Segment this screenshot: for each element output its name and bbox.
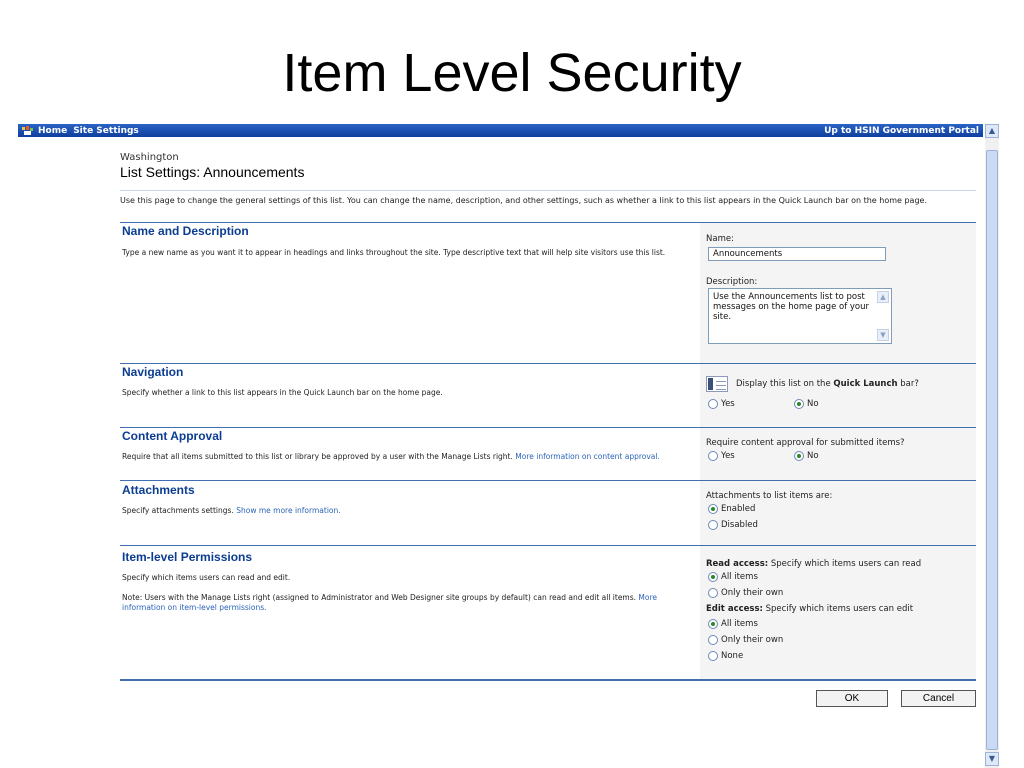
divider	[120, 190, 976, 191]
radio-unchecked-icon[interactable]	[708, 520, 718, 530]
attachments-disabled-radio[interactable]: Disabled	[708, 520, 758, 530]
scroll-up-icon[interactable]: ▲	[985, 124, 999, 138]
description-text: Use the Announcements list to post messages on the home page of your site.	[713, 292, 870, 322]
radio-checked-icon[interactable]	[708, 504, 718, 514]
edit-none-radio[interactable]: None	[708, 651, 743, 661]
edit-access-heading: Edit access: Specify which items users can edit	[706, 604, 914, 614]
content-approval-panel	[700, 428, 976, 480]
radio-unchecked-icon[interactable]	[708, 651, 718, 661]
page-intro: Use this page to change the general settings of this list. You can change the name, description, and other settings, such as whether a link to this list appears in the Quick Launch bar on the home page.	[120, 196, 927, 205]
top-nav-bar	[18, 124, 983, 137]
scroll-down-icon[interactable]: ▼	[985, 752, 999, 766]
content-approval-question: Require content approval for submitted items?	[706, 438, 905, 448]
nav-site-settings-link[interactable]: Site Settings	[73, 125, 139, 136]
permissions-title: Item-level Permissions	[122, 550, 253, 564]
name-label: Name:	[706, 234, 734, 244]
approval-yes-radio[interactable]: Yes	[708, 451, 735, 461]
quick-launch-question: Display this list on the Quick Launch bar?	[736, 379, 919, 389]
page-scrollbar[interactable]	[985, 124, 999, 768]
radio-checked-icon[interactable]	[794, 399, 804, 409]
name-desc-description: Type a new name as you want it to appear in headings and links throughout the site. Type descriptive text that will help site visitors use this list.	[122, 248, 666, 257]
attachments-title: Attachments	[122, 483, 195, 497]
page-title: List Settings: Announcements	[120, 164, 305, 180]
navigation-panel	[700, 364, 976, 427]
form-bottom-divider	[120, 679, 976, 681]
navigation-title: Navigation	[122, 365, 184, 379]
textarea-scrollbar[interactable]	[877, 291, 889, 341]
permissions-note: Note: Users with the Manage Lists right (assigned to Administrator and Web Designer site groups by default) can read and edit all items. More information on item-level permissions.	[122, 593, 658, 612]
attachments-description: Specify attachments settings. Show me more information.	[122, 506, 341, 515]
slide-title: Item Level Security	[282, 43, 742, 103]
ok-button[interactable]: OK	[816, 690, 888, 707]
radio-unchecked-icon[interactable]	[708, 588, 718, 598]
permissions-info-link[interactable]: More information on item-level permissions.	[122, 593, 658, 612]
nav-no-radio[interactable]: No	[794, 399, 819, 409]
attachments-info-link[interactable]: Show me more information.	[236, 506, 341, 515]
read-all-radio[interactable]: All items	[708, 572, 758, 582]
radio-unchecked-icon[interactable]	[708, 451, 718, 461]
attachments-question: Attachments to list items are:	[706, 491, 833, 501]
content-approval-info-link[interactable]: More information on content approval.	[515, 452, 660, 461]
scroll-thumb[interactable]	[986, 150, 998, 750]
radio-unchecked-icon[interactable]	[708, 635, 718, 645]
read-own-radio[interactable]: Only their own	[708, 588, 783, 598]
edit-all-radio[interactable]: All items	[708, 619, 758, 629]
description-textarea[interactable]	[708, 288, 892, 344]
breadcrumb[interactable]: Washington	[120, 152, 179, 163]
nav-yes-radio[interactable]: Yes	[708, 399, 735, 409]
radio-checked-icon[interactable]	[708, 572, 718, 582]
portal-link[interactable]: Up to HSIN Government Portal	[824, 125, 979, 136]
read-access-heading: Read access: Specify which items users can read	[706, 559, 922, 569]
content-approval-description: Require that all items submitted to this list or library be approved by a user with the Manage Lists right. More information on content approval.	[122, 452, 660, 461]
nav-home-link[interactable]: Home	[38, 125, 68, 136]
description-label: Description:	[706, 277, 758, 287]
name-desc-title: Name and Description	[122, 224, 249, 238]
name-input[interactable]: Announcements	[708, 247, 886, 261]
radio-unchecked-icon[interactable]	[708, 399, 718, 409]
approval-no-radio[interactable]: No	[794, 451, 819, 461]
permissions-description: Specify which items users can read and edit.	[122, 573, 291, 582]
navigation-description: Specify whether a link to this list appears in the Quick Launch bar on the home page.	[122, 388, 443, 397]
content-approval-title: Content Approval	[122, 429, 223, 443]
textarea-scroll-up-icon[interactable]: ▲	[877, 291, 889, 303]
attachments-enabled-radio[interactable]: Enabled	[708, 504, 755, 514]
textarea-scroll-down-icon[interactable]: ▼	[877, 329, 889, 341]
radio-checked-icon[interactable]	[708, 619, 718, 629]
edit-own-radio[interactable]: Only their own	[708, 635, 783, 645]
radio-checked-icon[interactable]	[794, 451, 804, 461]
site-logo-icon	[22, 126, 34, 136]
cancel-button[interactable]: Cancel	[901, 690, 976, 707]
quick-launch-icon	[706, 376, 728, 392]
